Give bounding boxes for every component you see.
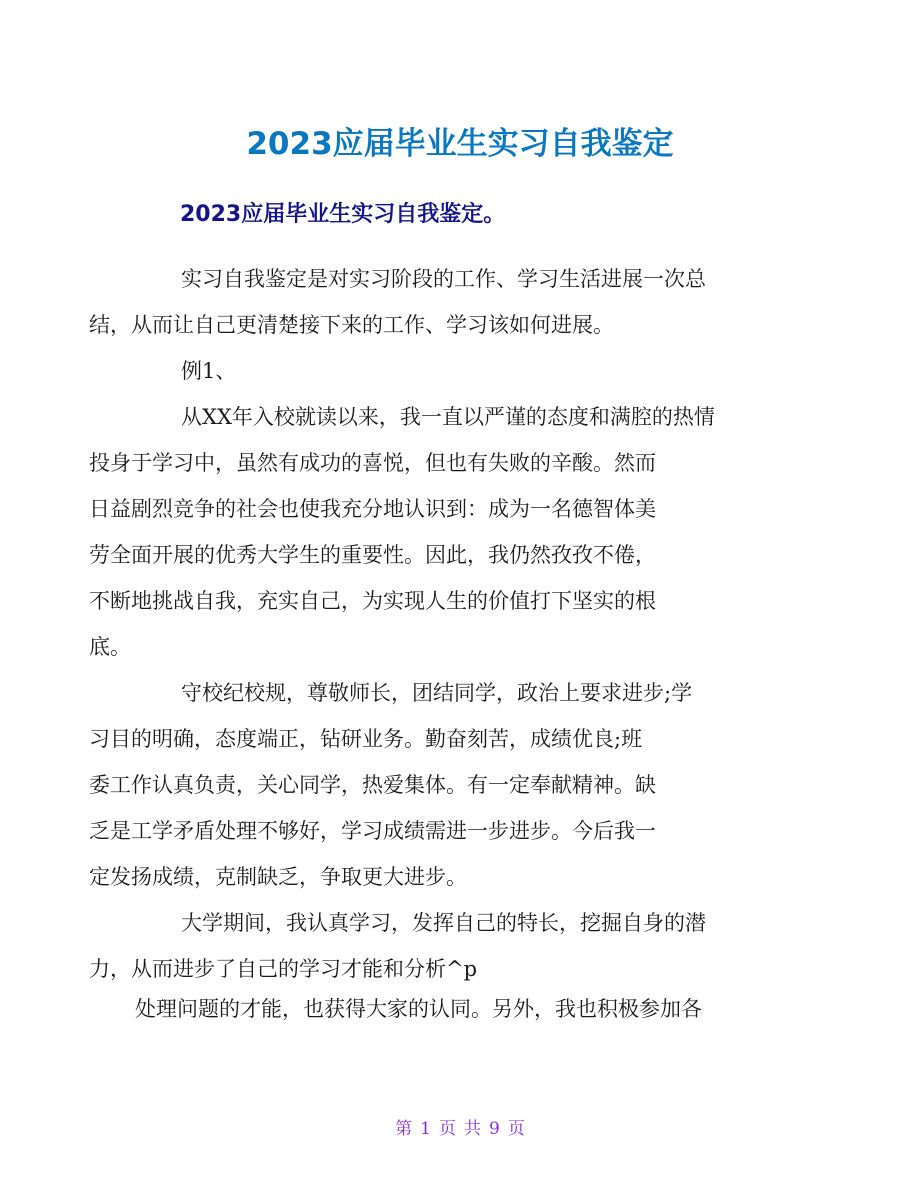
footer-prefix: 第 xyxy=(395,1119,413,1139)
paragraph-university xyxy=(89,900,787,992)
text-line: 实习自我鉴定是对实习阶段的工作、学习生活进展一次总 xyxy=(181,267,706,291)
text-line: 投身于学习中，虽然有成功的喜悦，但也有失败的辛酸。然而 xyxy=(89,451,656,475)
current-page-number: 1 xyxy=(420,1119,431,1139)
total-pages-number: 9 xyxy=(489,1119,500,1139)
text-line: 从XX年入校就读以来，我一直以严谨的态度和满腔的热情 xyxy=(181,405,715,429)
text-line: 不断地挑战自我，充实自己，为实现人生的价值打下坚实的根 xyxy=(89,589,656,613)
paragraph-continuation xyxy=(135,986,787,1032)
page-footer xyxy=(0,1114,920,1139)
text-line: 力，从而进步了自己的学习才能和分析^p xyxy=(89,957,478,981)
text-line: 结，从而让自己更清楚接下来的工作、学习该如何进展。 xyxy=(89,313,614,337)
text-line: 处理问题的才能，也获得大家的认同。另外，我也积极参加各 xyxy=(135,997,702,1021)
text-line: 定发扬成绩，克制缺乏，争取更大进步。 xyxy=(89,865,467,889)
footer-page-label: 页 xyxy=(439,1119,456,1139)
paragraph-example-label xyxy=(135,348,787,394)
document-subheading: 2023应届毕业生实习自我鉴定。 xyxy=(180,202,506,227)
text-line: 守校纪校规，尊敬师长，团结同学，政治上要求进步;学 xyxy=(181,681,693,705)
text-line: 习目的明确，态度端正，钻研业务。勤奋刻苦，成绩优良;班 xyxy=(89,727,643,751)
document-title: 2023应届毕业生实习自我鉴定 xyxy=(246,126,674,162)
text-line: 底。 xyxy=(89,635,131,659)
document-body xyxy=(89,256,787,1032)
text-line: 乏是工学矛盾处理不够好，学习成绩需进一步进步。今后我一 xyxy=(89,819,656,843)
footer-suffix: 页 xyxy=(507,1119,525,1139)
paragraph-enrollment xyxy=(89,394,787,670)
text-line: 日益剧烈竞争的社会也使我充分地认识到：成为一名德智体美 xyxy=(89,497,656,521)
text-line: 大学期间，我认真学习，发挥自己的特长，挖掘自身的潜 xyxy=(181,911,706,935)
text-line: 劳全面开展的优秀大学生的重要性。因此，我仍然孜孜不倦， xyxy=(89,543,656,567)
footer-total-label: 共 xyxy=(464,1119,481,1139)
paragraph-intro xyxy=(89,256,787,348)
text-line: 委工作认真负责，关心同学，热爱集体。有一定奉献精神。缺 xyxy=(89,773,656,797)
text-line: 例1、 xyxy=(181,359,237,383)
paragraph-conduct xyxy=(89,670,787,900)
